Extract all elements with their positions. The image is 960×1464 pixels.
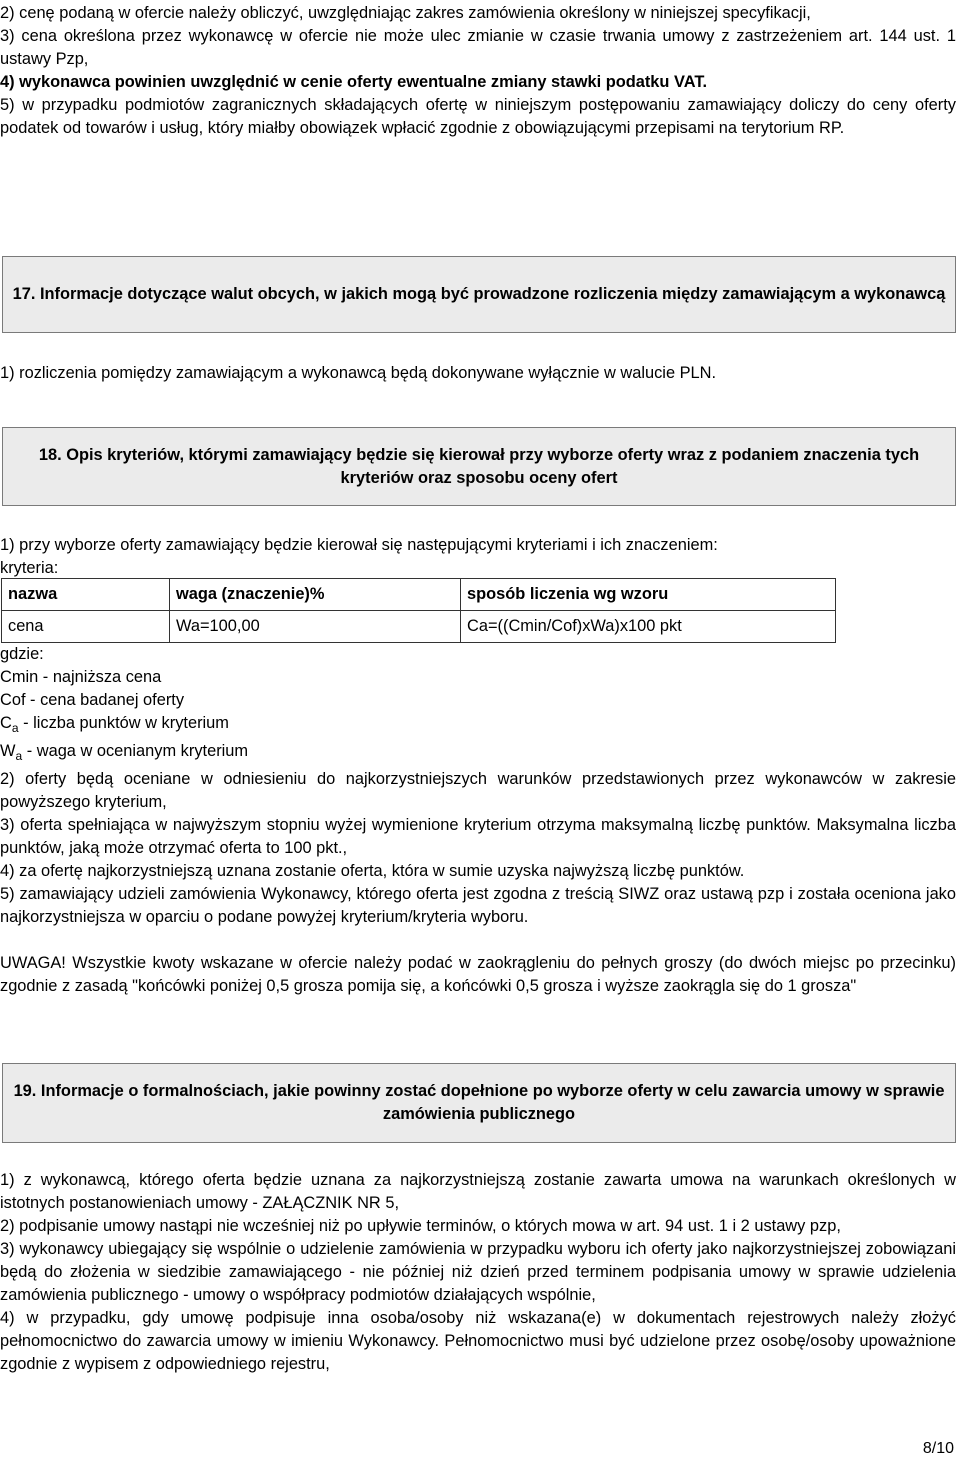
table-row — [2, 611, 836, 643]
wa-description: - waga w ocenianym kryterium — [22, 742, 249, 760]
section-17-body — [0, 362, 956, 385]
paragraph-price-fixed: 3) cena określona przez wykonawcę w ofercie nie może ulec zmianie w czasie trwania umowy z zastrzeżeniem art. 144 ust. 1 ustawy Pzp, — [0, 27, 956, 68]
section-19-item-2: 2) podpisanie umowy nastąpi nie wcześniej niż po upływie terminów, o których mowa w art. 94 ust. 1 i 2 ustawy pzp, — [0, 1217, 841, 1235]
cmin-definition: Cmin - najniższa cena — [0, 668, 162, 686]
wa-symbol: W — [0, 742, 16, 760]
criteria-cell-formula: Ca=((Cmin/Cof)xWa)x100 pkt — [461, 611, 836, 643]
section-18-heading — [2, 427, 956, 506]
criteria-cell-name: cena — [2, 611, 170, 643]
section-17-item-1: 1) rozliczenia pomiędzy zamawiającym a wykonawcą będą dokonywane wyłącznie w walucie PLN. — [0, 364, 717, 382]
section-18-heading-text: 18. Opis kryteriów, którymi zamawiający będzie się kierował przy wyborze oferty wraz z podaniem znaczenia tych kryteriów oraz sposobu oceny ofert — [38, 445, 920, 487]
top-section — [0, 2, 956, 140]
paragraph-vat-changes: 4) wykonawca powinien uwzględnić w cenie oferty ewentualne zmiany stawki podatku VAT. — [0, 73, 708, 91]
paragraph-foreign-entities: 5) w przypadku podmiotów zagranicznych składających ofertę w niniejszym postępowaniu zamawiający doliczy do ceny oferty podatek od towarów i usług, który miałby obowiązek wpłacić zgodnie z obowiązującymi przepisami na terytorium RP. — [0, 96, 956, 137]
criteria-label: kryteria: — [0, 559, 59, 577]
section-18-item-5: 5) zamawiający udzieli zamówienia Wykonawcy, którego oferta jest zgodna z treścią SIWZ oraz ustawą pzp i została oceniona jako najkorzystniejsza w oparciu o podane powyżej kryterium/kryteria wyboru. — [0, 885, 956, 926]
uwaga-note: UWAGA! Wszystkie kwoty wskazane w ofercie należy podać w zaokrągleniu do pełnych groszy (do dwóch miejsc po przecinku) zgodnie z zasadą "końcówki poniżej 0,5 grosza pomija się, a końcówki 0,5 grosza i wyższe zaokrągla się do 1 grosza" — [0, 954, 956, 995]
criteria-header-name: nazwa — [2, 579, 170, 611]
ca-subscript: a — [11, 721, 19, 735]
section-18-item-4: 4) za ofertę najkorzystniejszą uznana zostanie oferta, która w sumie uzyska najwyższą liczbę punktów. — [0, 862, 745, 880]
section-17-heading — [2, 256, 956, 333]
section-18-intro-text: 1) przy wyborze oferty zamawiający będzie kierował się następującymi kryteriami i ich znaczeniem: — [0, 536, 718, 554]
section-17-heading-text: 17. Informacje dotyczące walut obcych, w jakich mogą być prowadzone rozliczenia między zamawiającym a wykonawcą — [12, 285, 946, 303]
criteria-cell-weight: Wa=100,00 — [170, 611, 461, 643]
section-19-body — [0, 1169, 956, 1376]
criteria-header-formula: sposób liczenia wg wzoru — [461, 579, 836, 611]
wa-subscript: a — [15, 749, 23, 763]
ca-symbol: C — [0, 714, 12, 732]
section-19-item-1: 1) z wykonawcą, którego oferta będzie uznana za najkorzystniejszą zostanie zawarta umowa na warunkach określonych w istotnych postanowieniach umowy - ZAŁĄCZNIK NR 5, — [0, 1171, 956, 1212]
cof-definition: Cof - cena badanej oferty — [0, 691, 185, 709]
gdzie-label: gdzie: — [0, 645, 44, 663]
ca-description: - liczba punktów w kryterium — [18, 714, 229, 732]
section-19-heading — [2, 1063, 956, 1143]
page-number: 8/10 — [922, 1440, 954, 1457]
section-18-intro — [0, 534, 956, 580]
ca-definition — [0, 712, 956, 740]
criteria-header-weight: waga (znaczenie)% — [170, 579, 461, 611]
section-19-item-4: 4) w przypadku, gdy umowę podpisuje inna osoba/osoby niż wskazana(e) w dokumentach rejestrowych należy złożyć pełnomocnictwo do zawarcia umowy w imieniu Wykonawcy. Pełnomocnictwo musi być udzielone przez osobę/osoby upoważnione zgodnie z wypisem z odpowiedniego rejestru, — [0, 1309, 956, 1373]
criteria-table-header-row — [2, 579, 836, 611]
section-18-item-3: 3) oferta spełniająca w najwyższym stopniu wyżej wymienione kryterium otrzyma maksymalną liczbę punktów. Maksymalna liczba punktów, jaką może otrzymać oferta to 100 pkt., — [0, 816, 956, 857]
paragraph-price-scope: 2) cenę podaną w ofercie należy obliczyć, uwzględniając zakres zamówienia określony w niniejszej specyfikacji, — [0, 4, 811, 22]
section-18-body — [0, 643, 956, 998]
section-19-item-3: 3) wykonawcy ubiegający się wspólnie o udzielenie zamówienia w przypadku wyboru ich oferty jako najkorzystniejszej zobowiązani będą do złożenia w siedzibie zamawiającego - nie później niż dzień przed terminem podpisania umowy w sprawie udzielenia zamówienia publicznego - umowy o współpracy podmiotów działających wspólnie, — [0, 1240, 956, 1304]
wa-definition — [0, 740, 956, 768]
section-18-item-2: 2) oferty będą oceniane w odniesieniu do najkorzystniejszych warunków przedstawionych przez wykonawców w zakresie powyższego kryterium, — [0, 770, 956, 811]
criteria-table — [1, 578, 836, 643]
section-19-heading-text: 19. Informacje o formalnościach, jakie powinny zostać dopełnione po wyborze oferty w celu zawarcia umowy w sprawie zamówienia publicznego — [13, 1082, 945, 1123]
